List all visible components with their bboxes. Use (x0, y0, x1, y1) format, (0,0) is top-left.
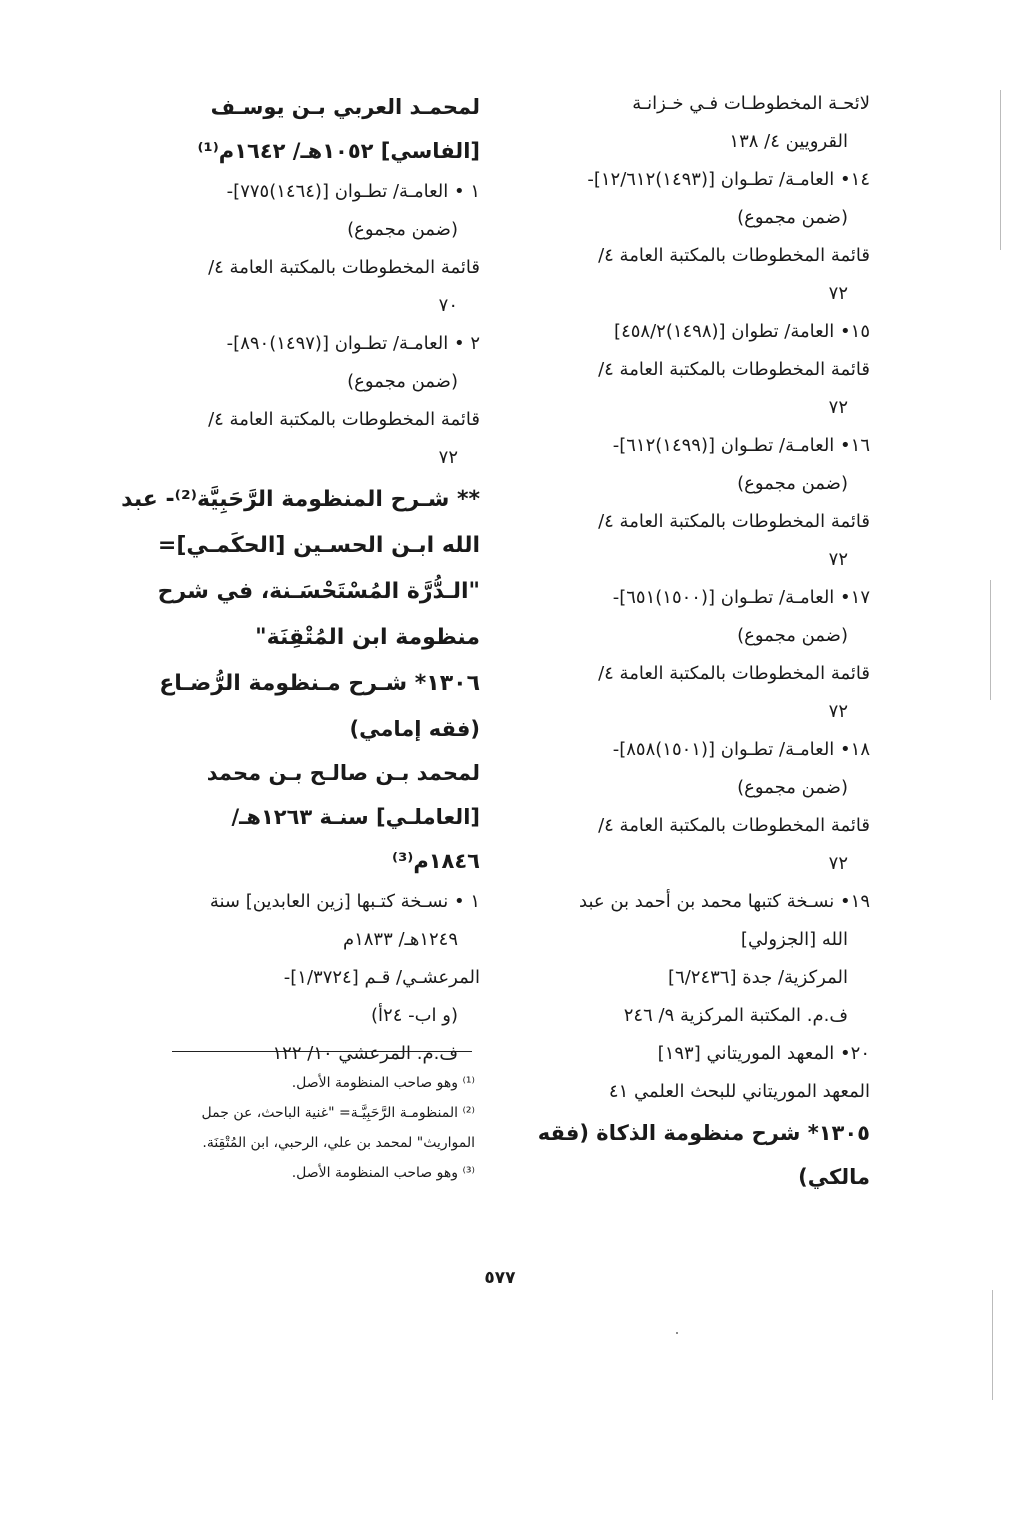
text-line: ١٢٤٩هـ/ ١٨٣٣م (342, 929, 458, 950)
right-column (525, 85, 870, 1199)
text-line: ٧٢ (828, 853, 848, 874)
text-line: لائحـة المخطوطـات فـي خـزانـة (632, 93, 870, 114)
text-line: قائمة المخطوطات بالمكتبة العامة ٤/ (598, 815, 870, 836)
footnote-line: المواريث" لمحمد بن علي، الرحبي، ابن المُتْقِنَة. (202, 1135, 475, 1151)
text-line: (ضمن مجموع) (737, 625, 848, 646)
text-line: الله [الجزولي] (740, 929, 848, 950)
text-line: (ضمن مجموع) (347, 371, 458, 392)
text-line: ١٧• العامـة/ تطـوان [(١٥٠٠)٦٥١]- (612, 587, 870, 608)
text-line: ١٨• العامـة/ تطـوان [(١٥٠١)٨٥٨]- (612, 739, 870, 760)
scan-edge-mark (990, 580, 991, 700)
text-line: ١٦• العامـة/ تطـوان [(١٤٩٩)٦١٢]- (612, 435, 870, 456)
text-line: لمحمد بـن صالـح بـن محمد (206, 761, 480, 785)
footnote-line: ⁽³⁾ وهو صاحب المنظومة الأصل. (291, 1165, 475, 1181)
text-line: (فقه إمامي) (349, 717, 480, 741)
text-line: ١٣٠٦* شـرح مـنظومة الرُّضـاع (159, 671, 480, 696)
text-line: قائمة المخطوطات بالمكتبة العامة ٤/ (208, 409, 480, 430)
text-line: منظومة ابن المُتْقِنَة" (255, 625, 480, 650)
text-line: (ضمن مجموع) (347, 219, 458, 240)
scan-speck (676, 1332, 678, 1334)
text-line: المرعشـي/ قـم [١/٣٧٢٤]- (283, 967, 480, 988)
scan-edge-mark (1000, 90, 1001, 250)
text-line: ١٩• نسـخة كتبها محمد بن أحمد بن عبد (579, 891, 870, 912)
text-line: الله ابـن الحسـين [الحكَمـي]= (157, 533, 480, 558)
text-line: ٧٢ (828, 549, 848, 570)
text-line: ٧٢ (438, 447, 458, 468)
text-line: ** شـرح المنظومة الرَّحَبِيَّة⁽²⁾- عبد (121, 487, 480, 512)
text-line: (و اب- ٢٤أ) (371, 1005, 458, 1026)
text-line: ٧٢ (828, 701, 848, 722)
text-line: "الـدُّرَّة المُسْتَحْسَـنة، في شرح (157, 579, 480, 604)
text-line: (ضمن مجموع) (737, 473, 848, 494)
footnotes (140, 1068, 475, 1188)
footnote-line: ⁽²⁾ المنظومـة الرَّحَبِيَّـة= "غنية الباحث، عن جمل (201, 1105, 475, 1121)
left-column (121, 85, 480, 1073)
text-line: ٧٢ (828, 283, 848, 304)
text-line: [العاملـي] سنـة ١٢٦٣هـ/ (231, 805, 480, 829)
footnote-line: ⁽¹⁾ وهو صاحب المنظومة الأصل. (291, 1075, 475, 1091)
text-line: المركزية/ جدة [٦/٢٤٣٦] (668, 967, 848, 988)
text-line: مالكي) (798, 1165, 870, 1189)
text-line: ف.م. المرعشي ١٠/ ١٢٢ (272, 1043, 458, 1064)
text-line: قائمة المخطوطات بالمكتبة العامة ٤/ (598, 511, 870, 532)
text-line: ٧٠ (438, 295, 458, 316)
page-number: ٥٧٧ (484, 1268, 516, 1288)
text-line: المعهد الموريتاني للبحث العلمي ٤١ (608, 1081, 870, 1102)
text-line: ١٨٤٦م⁽³⁾ (392, 849, 480, 873)
text-line: قائمة المخطوطات بالمكتبة العامة ٤/ (598, 663, 870, 684)
text-line: لمحمـد العربي بـن يوسـف (210, 95, 480, 119)
text-line: ٢ • العامـة/ تطـوان [(١٤٩٧)٨٩٠]- (226, 333, 480, 354)
text-line: قائمة المخطوطات بالمكتبة العامة ٤/ (208, 257, 480, 278)
text-line: قائمة المخطوطات بالمكتبة العامة ٤/ (598, 245, 870, 266)
text-line: ٧٢ (828, 397, 848, 418)
text-line: ١٣٠٥* شرح منظومة الذكاة (فقه (537, 1121, 870, 1145)
text-line: ٢٠• المعهد الموريتاني [١٩٣] (657, 1043, 870, 1064)
text-line: ف.م. المكتبة المركزية ٩/ ٢٤٦ (623, 1005, 848, 1026)
text-line: ١ • العامـة/ تطـوان [(١٤٦٤)٧٧٥]- (226, 181, 480, 202)
text-line: القرويين ٤/ ١٣٨ (729, 131, 848, 152)
text-line: ١٤• العامـة/ تطـوان [(١٤٩٣)١٢/٦١٢]- (587, 169, 870, 190)
scan-edge-mark (992, 1290, 993, 1400)
footnote-separator (172, 1051, 472, 1052)
text-line: (ضمن مجموع) (737, 207, 848, 228)
text-line: قائمة المخطوطات بالمكتبة العامة ٤/ (598, 359, 870, 380)
text-line: ١ • نسـخة كتـبها [زين العابدين] سنة (209, 891, 480, 912)
text-line: ١٥• العامة/ تطوان [(١٤٩٨)٤٥٨/٢] (614, 321, 870, 342)
text-line: [الفاسي] ١٠٥٢هـ/ ١٦٤٢م⁽¹⁾ (197, 139, 480, 163)
text-line: (ضمن مجموع) (737, 777, 848, 798)
